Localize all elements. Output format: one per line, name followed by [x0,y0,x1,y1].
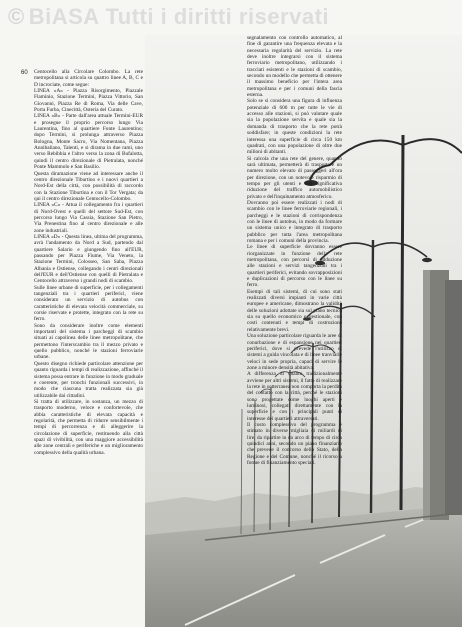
paragraph: Le linee di superficie dovranno essere riorganizzate in funzione della rete metropolitana, con percorsi di adduzione alle stazioni e servizi tangenziali tra i quartieri periferici, evitando sovrapposizioni e duplicazioni di percorso con le linee su ferro. [247,244,342,289]
paragraph: LINEA «A» - Piazza Risorgimento, Piazzale Flaminio, Stazione Termini, Piazza Vittorio, San Giovanni, Piazza Re di Roma, Via delle Cave, Porta Furba, Cinecittà, Osteria del Curato. [34,88,143,114]
paragraph: Si tratta di utilizzare, in sostanza, un mezzo di trasporto moderno, veloce e confortevole, che abbia caratteristiche di elevata capacità e regolarità, che permetta di ridurre sensibilmente i tempi di percorrenza e di alleggerire la circolazione di superficie, restituendo alla città spazi di vivibilità, con una maggiore accessibilità alle zone centrali e periferiche e un miglioramento complessivo della qualità urbana. [34,398,143,456]
paragraph: Solo se si considera una figura di influenza potenziale di 600 m per tutte le vie di accesso alle stazioni, si può valutare quale sia la popolazione servita e quale sia la domanda di trasporto che la rete potrà soddisfare; in queste condizioni la rete interessa una superficie di circa 150 km quadrati, con una popolazione di oltre due milioni di abitanti. [247,98,342,156]
copyright-symbol: © [8,4,25,29]
watermark [8,3,454,31]
paragraph: Il costo complessivo del programma è stimato in diverse migliaia di miliardi di lire, da ripartire in un arco di tempo di circa quindici anni, secondo un piano finanziario che prevede il concorso dello Stato, della Regione e del Comune, nonché il ricorso a forme di finanziamento speciali. [247,421,342,467]
paragraph: Dovranno poi essere realizzati i nodi di scambio con le linee ferroviarie regionali, i parcheggi e le stazioni di corrispondenza con le linee di autobus, in modo da formare un sistema unico e integrato di trasporto pubblico per tutta l'area metropolitana romana e per i comuni della provincia. [247,199,342,244]
text-column-left [34,69,143,625]
paragraph: A differenza di quanto tradizionalmente avviene per altri sistemi, il fatto di realizzare la rete in sotterranea non comporta la perdita del contatto con la città, perché le stazioni sono progettate come luoghi aperti e luminosi, collegati direttamente con la superficie e con i principali punti di interesse dei quartieri attraversati. [247,371,342,422]
paragraph: Sulle linee urbane di superficie, per i collegamenti tangenziali tra i quartieri periferici, viene considerato un servizio di autobus con caratteristiche di elevata velocità commerciale, su corsie riservate e protette, integrato con la rete su ferro. [34,284,143,323]
paragraph: Questa diramazione viene ad interessare anche il centro direzionale Tiburtino e i nuovi quartieri a Nord-Est della città, con possibilità di raccordo con la Stazione Tiburtina e con il Tor Vergata; da qui il centro direzionale Centocello-Colombo. [34,170,143,202]
paragraph: LINEA «C» - Attua il collegamento fra i quartieri di Nord-Ovest e quelli del settore Sud-Est, con percorso lungo Via Cassia, Stazione San Pietro, Via Prenestina fino al centro direzionale e alle zone industriali. [34,202,143,234]
paragraph: LINEA «D» - Questa linea, ultima del programma, avrà l'andamento da Nord a Sud, partendo dal quartiere Salario e giungendo fino all'EUR, passando per Piazza Fiume, Via Veneto, la Stazione Termini, Colosseo, San Saba, Piazza Albania e Ostiense, collegando i centri direzionali dell'EUR e dell'Ostiense con quelli di Pietralata e Centocello attraverso i grandi nodi di scambio. [34,233,143,285]
paragraph: Centocello alla Circolare Colombo. La rete metropolitana si articola su quattro linee A, B, C e D incrociate, come segue: [34,69,143,88]
paragraph: Questo disegno richiede particolare attenzione per quanto riguarda i tempi di realizzazione, affinché il sistema possa entrare in funzione in modo graduale e coerente, per tronchi funzionali successivi, in modo che ciascuna tratta realizzata sia già utilizzabile dai cittadini. [34,360,143,399]
page-number: 60 [21,70,28,76]
paragraph: Una soluzione particolare riguarda le aree di conurbazione e di espansione nei quartieri periferici, dove si prevede l'utilizzo di sistemi a guida vincolata e di linee tranviarie veloci in sede propria, capaci di servire le zone a minore densità abitativa. [247,333,342,371]
paragraph: Si calcola che una rete del genere, quando sarà ultimata, permetterà di trasportare un numero molto elevato di passeggeri all'ora per direzione, con un notevole risparmio di tempo per gli utenti e una significativa riduzione del traffico automobilistico privato e dell'inquinamento atmosferico. [247,155,342,200]
paragraph: segnalamento con controllo automatico, al fine di garantire una frequenza elevata e la necessaria regolarità del servizio. La rete deve inoltre integrarsi con il sistema ferroviario metropolitano, utilizzando i tracciati esistenti e le stazioni di scambio, secondo un modello che permetta di ottenere il massimo beneficio per l'intera area metropolitana e per i comuni della fascia esterna. [247,35,342,99]
paragraph: Esempi di tali sistemi, di cui sono stati realizzati diversi impianti in varie città europee e americane, dimostrano la validità delle soluzioni adottate sia sul piano tecnico sia su quello economico e gestionale, con costi contenuti e tempi di costruzione relativamente brevi. [247,288,342,333]
paragraph: LINEA «B» - Parte dall'area attuale Termini-EUR e prosegue il proprio percorso lungo Via Laurentina, fino al quartiere Fonte Laurentino; dopo Termini, si prolunga attraverso Piazza Bologna, Monte Sacro, Via Nomentana, Piazza Annibaliano, Talenti, e si dirama in due rami, uno verso Rebibbia e l'altro verso la zona di Bufalotta, quindi il centro direzionale di Pietralata, nonché Ponte Mammolo e San Basilio. [34,113,143,171]
paragraph: Sono da considerare inoltre come elementi importanti del sistema i parcheggi di scambio situati ai capolinea delle linee metropolitane, che permettono l'interscambio tra il mezzo privato e quello pubblico, nonché le stazioni ferroviarie urbane. [34,322,143,361]
watermark-text: BiASA Tutti i diritti riservati [28,4,330,29]
text-column-right [247,35,342,625]
